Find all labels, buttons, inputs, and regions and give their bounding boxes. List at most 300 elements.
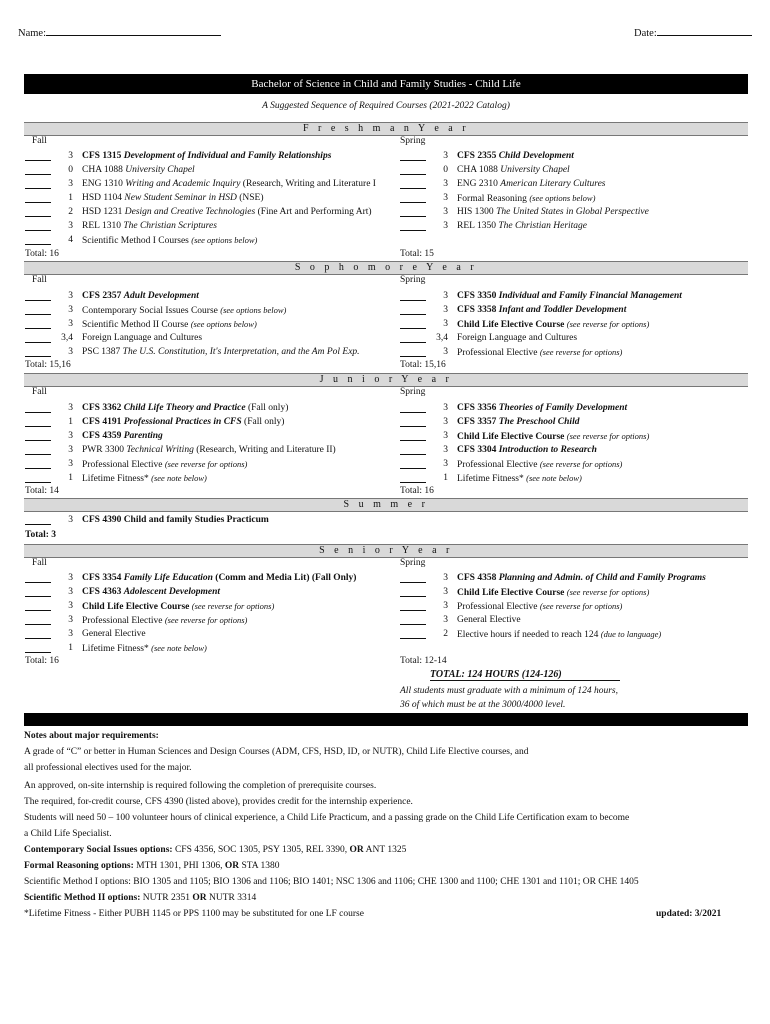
course-text: (see options below) bbox=[529, 193, 596, 203]
credit-hours: 3,4 bbox=[436, 333, 448, 343]
course-name bbox=[82, 514, 269, 527]
course-name bbox=[82, 472, 207, 486]
name-label: Name: bbox=[18, 28, 46, 39]
fr-text: MTH 1301, PHI 1306, bbox=[133, 861, 225, 871]
course-name bbox=[82, 220, 217, 233]
note-csi-options bbox=[24, 845, 406, 855]
grade-blank[interactable] bbox=[400, 178, 426, 189]
credit-hours: 3 bbox=[443, 305, 448, 315]
course-name bbox=[82, 318, 257, 332]
grade-blank[interactable] bbox=[25, 346, 51, 357]
grade-blank[interactable] bbox=[25, 430, 51, 441]
credit-hours: 3 bbox=[443, 615, 448, 625]
course-text: ENG 2310 bbox=[457, 179, 501, 189]
senior-fall-total: Total: 16 bbox=[25, 656, 59, 666]
grade-blank[interactable] bbox=[400, 430, 426, 441]
credit-hours: 3 bbox=[443, 417, 448, 427]
course-text: HSD 1104 bbox=[82, 193, 125, 203]
course-name bbox=[82, 572, 356, 585]
grade-blank[interactable] bbox=[400, 614, 426, 625]
course-text: Family Life Education bbox=[123, 573, 213, 583]
grade-blank[interactable] bbox=[25, 402, 51, 413]
course-name bbox=[457, 572, 706, 585]
grade-blank[interactable] bbox=[400, 628, 426, 639]
updated-date: updated: 3/2021 bbox=[656, 909, 722, 919]
course-text: The Christian Heritage bbox=[498, 221, 588, 231]
course-text: CFS 3356 bbox=[457, 403, 499, 413]
course-name bbox=[457, 164, 570, 177]
course-name bbox=[457, 600, 622, 614]
credit-hours: 3 bbox=[443, 601, 448, 611]
course-text: (see options below) bbox=[220, 305, 287, 315]
fr-label: Formal Reasoning options: bbox=[24, 861, 134, 871]
course-text: CFS 4191 bbox=[82, 417, 124, 427]
course-text: (see reverse for options) bbox=[566, 431, 650, 441]
course-text: Individual and Family Financial Management bbox=[498, 291, 682, 301]
credit-hours: 3 bbox=[68, 615, 73, 625]
course-name bbox=[82, 642, 207, 656]
course-name bbox=[82, 444, 336, 457]
course-row bbox=[25, 586, 400, 599]
course-text: General Elective bbox=[82, 629, 146, 639]
course-text: University Chapel bbox=[500, 165, 570, 175]
grade-blank[interactable] bbox=[400, 458, 426, 469]
course-text: CFS 3304 bbox=[457, 445, 499, 455]
grade-blank[interactable] bbox=[400, 402, 426, 413]
course-text: Technical Writing bbox=[126, 445, 194, 455]
grade-blank[interactable] bbox=[400, 472, 426, 483]
course-row bbox=[400, 220, 750, 233]
course-name bbox=[457, 628, 661, 642]
course-name bbox=[457, 430, 649, 444]
freshman-fall-label: Fall bbox=[32, 136, 47, 146]
credit-hours: 3 bbox=[68, 515, 73, 525]
grade-blank[interactable] bbox=[25, 458, 51, 469]
course-name bbox=[457, 290, 682, 303]
grade-blank[interactable] bbox=[400, 304, 426, 315]
credit-hours: 0 bbox=[443, 165, 448, 175]
credit-hours: 3 bbox=[68, 573, 73, 583]
credit-hours: 4 bbox=[68, 235, 73, 245]
credit-hours: 3 bbox=[68, 347, 73, 357]
course-text: HIS 1300 bbox=[457, 207, 497, 217]
course-row bbox=[400, 332, 750, 345]
fr-end: STA 1380 bbox=[239, 861, 280, 871]
credit-hours: 3 bbox=[68, 151, 73, 161]
credit-hours: 3 bbox=[443, 459, 448, 469]
grade-blank[interactable] bbox=[25, 572, 51, 583]
course-text: The U.S. Constitution, It's Interpretation, and the Am Pol Exp. bbox=[122, 347, 360, 357]
fr-or: OR bbox=[224, 861, 240, 871]
note-formal-reasoning-options bbox=[24, 861, 280, 871]
grade-blank[interactable] bbox=[25, 304, 51, 315]
credit-hours: 3 bbox=[443, 347, 448, 357]
credit-hours: 3 bbox=[68, 445, 73, 455]
course-text: (see options below) bbox=[190, 319, 257, 329]
credit-hours: 3 bbox=[443, 431, 448, 441]
course-name bbox=[82, 430, 163, 443]
course-row bbox=[400, 586, 750, 599]
credit-hours: 3 bbox=[68, 587, 73, 597]
course-text: Lifetime Fitness* bbox=[82, 644, 152, 654]
course-text: Scientific Method II Course bbox=[82, 320, 191, 330]
credit-hours: 0 bbox=[68, 165, 73, 175]
course-row bbox=[400, 572, 750, 585]
grade-blank[interactable] bbox=[400, 572, 426, 583]
grade-blank[interactable] bbox=[25, 514, 51, 525]
course-row bbox=[400, 444, 750, 457]
note-line-6: a Child Life Specialist. bbox=[24, 829, 112, 839]
course-text: HSD 1231 bbox=[82, 207, 125, 217]
course-text: CFS 2357 bbox=[82, 291, 124, 301]
course-text: Child Life Elective Course bbox=[82, 602, 192, 612]
course-text: New Student Seminar in HSD bbox=[124, 193, 237, 203]
course-text: (Research, Writing and Literature I bbox=[240, 179, 376, 189]
page-title: Bachelor of Science in Child and Family Studies - Child Life bbox=[251, 78, 521, 90]
course-row bbox=[25, 192, 400, 205]
senior-spring-label: Spring bbox=[400, 558, 426, 568]
grade-blank[interactable] bbox=[25, 642, 51, 653]
course-name bbox=[82, 586, 220, 599]
course-name bbox=[82, 332, 202, 345]
course-text: CFS 3354 bbox=[82, 573, 124, 583]
course-row bbox=[25, 150, 400, 163]
credit-hours: 1 bbox=[443, 473, 448, 483]
graduation-note-1: All students must graduate with a minimum of 124 hours, bbox=[400, 686, 618, 696]
course-row bbox=[25, 178, 400, 191]
date-label: Date: bbox=[634, 28, 657, 39]
course-text: (due to language) bbox=[600, 629, 662, 639]
course-text: REL 1350 bbox=[457, 221, 499, 231]
course-row bbox=[400, 430, 750, 443]
course-text: (NSE) bbox=[236, 193, 264, 203]
sophomore-spring-label: Spring bbox=[400, 275, 426, 285]
course-name bbox=[457, 472, 582, 486]
name-field[interactable] bbox=[18, 26, 221, 39]
junior-year-header: J u n i o r Y e a r bbox=[24, 373, 748, 387]
course-row bbox=[400, 346, 750, 359]
course-row bbox=[400, 290, 750, 303]
course-name bbox=[457, 304, 626, 317]
course-text: Development of Individual and Family Relationships bbox=[123, 151, 332, 161]
credit-hours: 2 bbox=[443, 629, 448, 639]
course-text: Professional Practices in CFS bbox=[123, 417, 242, 427]
course-text: CFS 3362 bbox=[82, 403, 124, 413]
course-row bbox=[25, 614, 400, 627]
junior-spring-total: Total: 16 bbox=[400, 486, 434, 496]
course-text: Contemporary Social Issues Course bbox=[82, 306, 221, 316]
course-text: (see reverse for options) bbox=[164, 459, 248, 469]
course-row bbox=[25, 628, 400, 641]
course-name bbox=[82, 206, 372, 219]
note-sm1-options: Scientific Method I options: BIO 1305 and 1105; BIO 1306 and 1106; BIO 1401; NSC 1306 and 1106; CHE 1300 and 1100; CHE 1301 and 1101; OR CHE 1405 bbox=[24, 877, 639, 887]
course-text: Planning and Admin. of Child and Family Programs bbox=[498, 573, 706, 583]
course-name bbox=[457, 402, 627, 415]
course-text: Writing and Academic Inquiry bbox=[125, 179, 241, 189]
credit-hours: 3 bbox=[68, 319, 73, 329]
notes-divider bbox=[24, 713, 748, 726]
course-name bbox=[457, 206, 649, 219]
csi-text: CFS 4356, SOC 1305, PSY 1305, REL 3390, bbox=[172, 845, 350, 855]
grade-blank[interactable] bbox=[400, 206, 426, 217]
course-text: Foreign Language and Cultures bbox=[82, 333, 203, 343]
course-text: The United States in Global Perspective bbox=[496, 207, 649, 217]
grade-blank[interactable] bbox=[25, 628, 51, 639]
course-text: General Elective bbox=[457, 615, 521, 625]
credit-hours: 3 bbox=[68, 431, 73, 441]
grade-blank[interactable] bbox=[25, 290, 51, 301]
freshman-spring-total: Total: 15 bbox=[400, 249, 434, 259]
course-row bbox=[25, 642, 400, 655]
course-row bbox=[25, 304, 400, 317]
course-text: Child Life Elective Course bbox=[457, 432, 567, 442]
grade-blank[interactable] bbox=[25, 472, 51, 483]
junior-fall-label: Fall bbox=[32, 387, 47, 397]
course-name bbox=[82, 164, 195, 177]
credit-hours: 1 bbox=[68, 473, 73, 483]
course-text: (see note below) bbox=[526, 473, 582, 483]
graduation-note-2: 36 of which must be at the 3000/4000 level. bbox=[400, 700, 566, 710]
course-name bbox=[457, 318, 649, 332]
course-text: CFS 3350 bbox=[457, 291, 499, 301]
grade-blank[interactable] bbox=[25, 178, 51, 189]
credit-hours: 3 bbox=[443, 587, 448, 597]
course-text: Professional Elective bbox=[82, 616, 165, 626]
course-name bbox=[457, 586, 649, 600]
course-text: PSC 1387 bbox=[82, 347, 123, 357]
course-text: REL 1310 bbox=[82, 221, 124, 231]
grade-blank[interactable] bbox=[400, 444, 426, 455]
course-name bbox=[82, 402, 288, 415]
course-name bbox=[457, 346, 622, 360]
course-row bbox=[400, 600, 750, 613]
csi-end: ANT 1325 bbox=[363, 845, 407, 855]
course-text: Child Life Elective Course bbox=[457, 588, 567, 598]
course-name bbox=[82, 290, 199, 303]
course-text: CFS 4390 Child and family Studies Practicum bbox=[82, 515, 269, 525]
credit-hours: 3 bbox=[68, 601, 73, 611]
course-row bbox=[25, 600, 400, 613]
course-name bbox=[457, 458, 622, 472]
course-text: Child Life Elective Course bbox=[457, 320, 567, 330]
grade-blank[interactable] bbox=[400, 318, 426, 329]
course-name bbox=[457, 416, 579, 429]
course-name bbox=[82, 600, 274, 614]
grade-blank[interactable] bbox=[25, 206, 51, 217]
grade-blank[interactable] bbox=[25, 150, 51, 161]
grade-blank[interactable] bbox=[400, 332, 426, 343]
credit-hours: 3 bbox=[443, 207, 448, 217]
credit-hours: 3 bbox=[68, 179, 73, 189]
grade-blank[interactable] bbox=[25, 600, 51, 611]
note-line-5: Students will need 50 – 100 volunteer hours of clinical experience, a Child Life Practicum, and a passing grade on the Child Life Certification exam to become bbox=[24, 813, 630, 823]
grade-blank[interactable] bbox=[400, 586, 426, 597]
course-text: CHA 1088 bbox=[82, 165, 126, 175]
course-text: The Christian Scriptures bbox=[123, 221, 217, 231]
course-text: Theories of Family Development bbox=[498, 403, 628, 413]
sophomore-year-header: S o p h o m o r e Y e a r bbox=[24, 261, 748, 275]
course-row bbox=[25, 430, 400, 443]
grade-blank[interactable] bbox=[25, 614, 51, 625]
credit-hours: 3 bbox=[68, 221, 73, 231]
course-text: (see reverse for options) bbox=[566, 587, 650, 597]
senior-fall-label: Fall bbox=[32, 558, 47, 568]
grade-blank[interactable] bbox=[25, 586, 51, 597]
course-text: Adolescent Development bbox=[123, 587, 221, 597]
course-text: (see reverse for options) bbox=[539, 347, 623, 357]
course-text: (see note below) bbox=[151, 473, 207, 483]
grade-blank[interactable] bbox=[25, 332, 51, 343]
credit-hours: 1 bbox=[68, 193, 73, 203]
grade-blank[interactable] bbox=[400, 150, 426, 161]
course-name bbox=[457, 178, 605, 191]
credit-hours: 3 bbox=[443, 445, 448, 455]
course-text: CFS 3357 bbox=[457, 417, 499, 427]
course-name bbox=[82, 234, 257, 248]
course-text: American Literary Cultures bbox=[500, 179, 606, 189]
grade-blank[interactable] bbox=[25, 416, 51, 427]
course-text: Adult Development bbox=[123, 291, 199, 301]
note-lifetime-fitness: *Lifetime Fitness - Either PUBH 1145 or PPS 1100 may be substituted for one LF course bbox=[24, 909, 364, 919]
course-row bbox=[25, 206, 400, 219]
page-subtitle: A Suggested Sequence of Required Courses (2021-2022 Catalog) bbox=[262, 101, 510, 111]
course-row bbox=[400, 192, 750, 205]
summer-total: Total: 3 bbox=[25, 530, 57, 540]
grade-blank[interactable] bbox=[400, 290, 426, 301]
course-name bbox=[457, 192, 595, 206]
course-text: Parenting bbox=[123, 431, 163, 441]
course-row bbox=[400, 318, 750, 331]
course-row bbox=[25, 402, 400, 415]
course-row bbox=[400, 472, 750, 485]
course-name bbox=[457, 150, 574, 163]
grade-blank[interactable] bbox=[25, 444, 51, 455]
course-text: Professional Elective bbox=[82, 460, 165, 470]
course-text: CFS 3358 bbox=[457, 305, 499, 315]
course-row bbox=[400, 614, 750, 627]
freshman-fall-total: Total: 16 bbox=[25, 249, 59, 259]
course-name bbox=[457, 332, 577, 345]
credit-hours: 3 bbox=[443, 151, 448, 161]
grade-blank[interactable] bbox=[25, 192, 51, 203]
course-text: (Fall only) bbox=[241, 417, 285, 427]
sm2-label: Scientific Method II options: bbox=[24, 893, 141, 903]
course-name bbox=[82, 416, 284, 429]
course-text: Lifetime Fitness* bbox=[82, 474, 152, 484]
course-text: (Research, Writing and Literature II) bbox=[193, 445, 336, 455]
course-name bbox=[457, 220, 587, 233]
course-row bbox=[25, 514, 400, 527]
course-row bbox=[25, 234, 400, 247]
course-name bbox=[457, 444, 597, 457]
note-line-2: all professional electives used for the major. bbox=[24, 763, 192, 773]
course-text: (see reverse for options) bbox=[164, 615, 248, 625]
grade-blank[interactable] bbox=[25, 318, 51, 329]
grade-blank[interactable] bbox=[25, 234, 51, 245]
course-row bbox=[25, 416, 400, 429]
grade-blank[interactable] bbox=[25, 164, 51, 175]
course-name bbox=[82, 192, 263, 205]
sm2-or: OR bbox=[192, 893, 207, 903]
course-text: PWR 3300 bbox=[82, 445, 127, 455]
course-row bbox=[400, 416, 750, 429]
grade-blank[interactable] bbox=[25, 220, 51, 231]
course-text: Formal Reasoning bbox=[457, 194, 530, 204]
grade-blank[interactable] bbox=[400, 220, 426, 231]
course-text: ENG 1310 bbox=[82, 179, 126, 189]
senior-spring-total: Total: 12-14 bbox=[400, 656, 447, 666]
course-row bbox=[25, 290, 400, 303]
course-text: CFS 4358 bbox=[457, 573, 499, 583]
grade-blank[interactable] bbox=[400, 192, 426, 203]
credit-hours: 3 bbox=[443, 193, 448, 203]
course-name bbox=[82, 150, 331, 163]
credit-hours: 3 bbox=[68, 291, 73, 301]
credit-hours: 3,4 bbox=[61, 333, 73, 343]
course-text: CFS 2355 bbox=[457, 151, 499, 161]
grade-blank[interactable] bbox=[400, 600, 426, 611]
course-row bbox=[25, 458, 400, 471]
course-name bbox=[82, 628, 146, 641]
note-sm2-options bbox=[24, 893, 256, 903]
credit-hours: 3 bbox=[68, 403, 73, 413]
sophomore-fall-total: Total: 15,16 bbox=[25, 360, 71, 370]
grade-blank[interactable] bbox=[400, 416, 426, 427]
course-text: Lifetime Fitness* bbox=[457, 474, 527, 484]
course-row bbox=[400, 164, 750, 177]
course-row bbox=[25, 318, 400, 331]
sm2-text: NUTR 2351 bbox=[140, 893, 193, 903]
course-text: CFS 1315 bbox=[82, 151, 124, 161]
grade-blank[interactable] bbox=[400, 346, 426, 357]
course-text: Foreign Language and Cultures bbox=[457, 333, 578, 343]
sm2-end: NUTR 3314 bbox=[206, 893, 257, 903]
date-field[interactable] bbox=[634, 26, 752, 39]
course-text: Professional Elective bbox=[457, 348, 540, 358]
csi-label: Contemporary Social Issues options: bbox=[24, 845, 173, 855]
date-blank[interactable] bbox=[657, 26, 752, 36]
sophomore-fall-label: Fall bbox=[32, 275, 47, 285]
credit-hours: 3 bbox=[68, 629, 73, 639]
course-text: CFS 4359 bbox=[82, 431, 124, 441]
course-text: CFS 4363 bbox=[82, 587, 124, 597]
course-row bbox=[400, 178, 750, 191]
course-row bbox=[25, 332, 400, 345]
course-text: (see options below) bbox=[191, 235, 258, 245]
course-text: Child Life Theory and Practice bbox=[123, 403, 246, 413]
freshman-year-header: F r e s h m a n Y e a r bbox=[24, 122, 748, 136]
credit-hours: 3 bbox=[443, 573, 448, 583]
course-name bbox=[82, 614, 247, 628]
credit-hours: 3 bbox=[68, 305, 73, 315]
grade-blank[interactable] bbox=[400, 164, 426, 175]
freshman-spring-label: Spring bbox=[400, 136, 426, 146]
course-row bbox=[25, 164, 400, 177]
course-row bbox=[400, 628, 750, 641]
credit-hours: 2 bbox=[68, 207, 73, 217]
course-text: Professional Elective bbox=[457, 602, 540, 612]
course-text: University Chapel bbox=[125, 165, 195, 175]
junior-fall-total: Total: 14 bbox=[25, 486, 59, 496]
name-blank[interactable] bbox=[46, 26, 221, 36]
course-row bbox=[25, 444, 400, 457]
course-text: (see reverse for options) bbox=[191, 601, 275, 611]
note-line-1: A grade of “C” or better in Human Sciences and Design Courses (ADM, CFS, HSD, ID, or NUTR), Child Life Elective courses, and bbox=[24, 747, 529, 757]
notes-heading: Notes about major requirements: bbox=[24, 731, 159, 741]
grand-total: TOTAL: 124 HOURS (124-126) bbox=[430, 669, 620, 681]
course-row bbox=[400, 304, 750, 317]
course-row bbox=[25, 472, 400, 485]
